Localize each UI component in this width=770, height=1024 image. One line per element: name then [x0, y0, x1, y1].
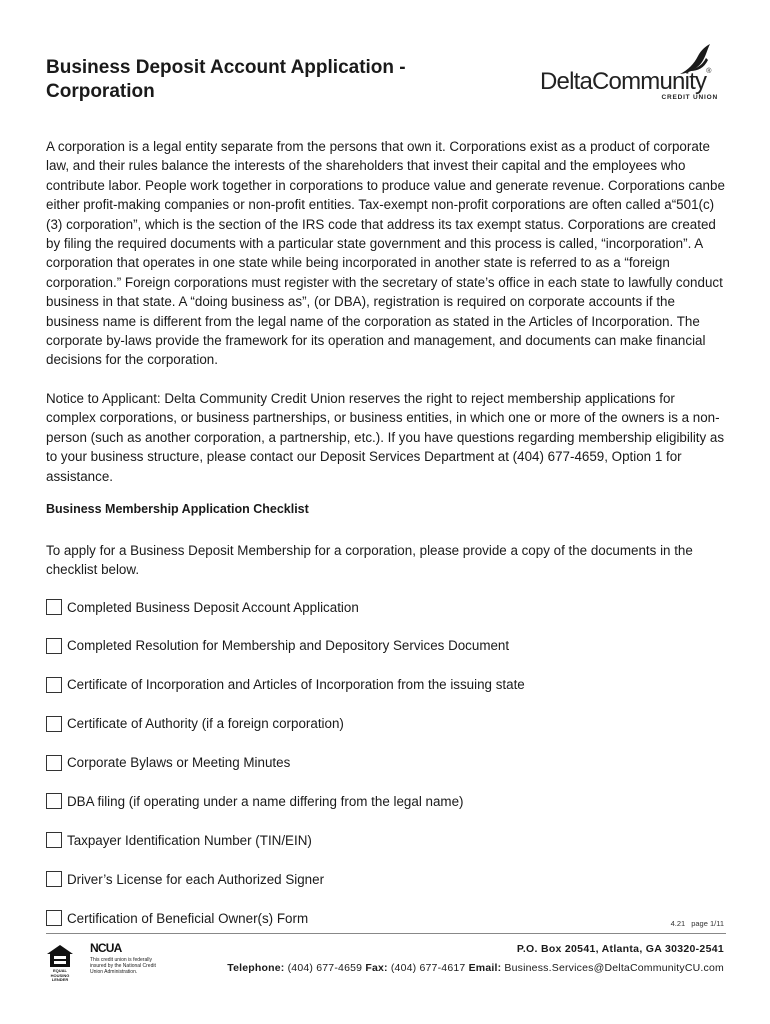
checklist-item — [46, 636, 525, 656]
checklist-item — [46, 753, 525, 773]
logo-subtitle: CREDIT UNION — [661, 94, 718, 101]
ehl-caption: EQUAL HOUSING LENDER — [50, 968, 70, 983]
checkbox[interactable] — [46, 793, 62, 809]
checklist-instructions: To apply for a Business Deposit Membership for a corporation, please provide a copy of the documents in the checklist below. — [46, 543, 693, 578]
checkbox[interactable] — [46, 677, 62, 693]
checklist-item — [46, 830, 525, 850]
notice-paragraph: Notice to Applicant: Delta Community Credit Union reserves the right to reject membership applications for complex corporations, or business partnerships, or business entities, in which one or more of the owners is a non-person (such as another corporation, a partnership, etc.). If you have questions regarding membership eligibility as to your business structure, please contact our Deposit Services Department at (404) 677-4659, Option 1 for assistance. — [46, 391, 725, 484]
checkbox[interactable] — [46, 832, 62, 848]
house-icon — [46, 944, 74, 968]
contact-line: Telephone: (404) 677-4659 Fax: (404) 677-4617 Email: Business.Services@DeltaCommunityCU.com — [227, 962, 724, 974]
checkbox[interactable] — [46, 599, 62, 615]
mailing-address: P.O. Box 20541, Atlanta, GA 30320-2541 — [516, 943, 724, 955]
checkbox[interactable] — [46, 871, 62, 887]
checkbox[interactable] — [46, 910, 62, 926]
logo-brand-text: DeltaCommunity® — [540, 68, 711, 95]
equal-housing-lender-logo — [46, 944, 74, 983]
checklist-item-label: Corporate Bylaws or Meeting Minutes — [67, 755, 291, 771]
checklist-item-label: Completed Business Deposit Account Application — [67, 599, 359, 615]
checklist-item — [46, 869, 525, 889]
checklist-item-label: Certification of Beneficial Owner(s) Form — [67, 910, 309, 926]
checklist-title: Business Membership Application Checklist — [46, 502, 309, 516]
intro-paragraph: A corporation is a legal entity separate from the persons that own it. Corporations exist as a product of corporate law, and their rules balance the interests of the shareholders that invest their capital and the employees who contribute labor. People work together in corporations to produce value and generate revenue. Corporations canbe either profit-making companies or non-profit entities. Tax-exempt non-profit corporations are often called a“501(c)(3) corporation”, which is the section of the IRS code that address its tax exempt status. Corporations are created by filing the required documents with a particular state government and this process is called, “incorporation”. A corporation that operates in one state while being incorporated in another state is referred to as a “foreign corporation.” Foreign corporations must register with the secretary of state’s office in each state to lawfully conduct business in that state. A “doing business as”, (or DBA), registration is required on corporate accounts if the business name is different from the legal name of the corporation as stated in the Articles of Incorporation. The corporate by-laws provide the framework for its operation and management, and documents can make financial decisions for the corporation. — [46, 139, 725, 368]
checklist-item — [46, 597, 525, 617]
checkbox[interactable] — [46, 755, 62, 771]
checklist-item — [46, 791, 525, 811]
checklist-item — [46, 714, 525, 734]
checklist-item-label: Completed Resolution for Membership and Depository Services Document — [67, 638, 510, 654]
telephone-number: (404) 677-4659 — [287, 962, 363, 974]
document-checklist — [46, 597, 525, 947]
email-address[interactable]: Business.Services@DeltaCommunityCU.com — [504, 962, 724, 974]
version-label: 4.21 — [670, 919, 686, 928]
checklist-item-label: Certificate of Incorporation and Articles of Incorporation from the issuing state — [67, 677, 525, 693]
checkbox[interactable] — [46, 716, 62, 732]
page-number — [665, 919, 724, 928]
checklist-item-label: DBA filing (if operating under a name differing from the legal name) — [67, 793, 464, 809]
page-title: Business Deposit Account Application - Corporation — [46, 57, 406, 102]
delta-community-logo — [540, 44, 730, 104]
checklist-item-label: Taxpayer Identification Number (TIN/EIN) — [67, 832, 312, 848]
checkbox[interactable] — [46, 638, 62, 654]
ncua-name: NCUA — [90, 941, 122, 955]
checklist-item-label: Driver’s License for each Authorized Signer — [67, 871, 325, 887]
checklist-item — [46, 675, 525, 695]
ncua-caption: This credit union is federally insured by the National Credit Union Administration. — [90, 957, 156, 975]
fax-number: (404) 677-4617 — [390, 962, 466, 974]
checklist-item-label: Certificate of Authority (if a foreign corporation) — [67, 716, 344, 732]
checklist-item — [46, 908, 525, 928]
page-label: page 1/11 — [691, 919, 724, 928]
ncua-logo — [90, 941, 180, 975]
footer-divider — [46, 933, 726, 934]
